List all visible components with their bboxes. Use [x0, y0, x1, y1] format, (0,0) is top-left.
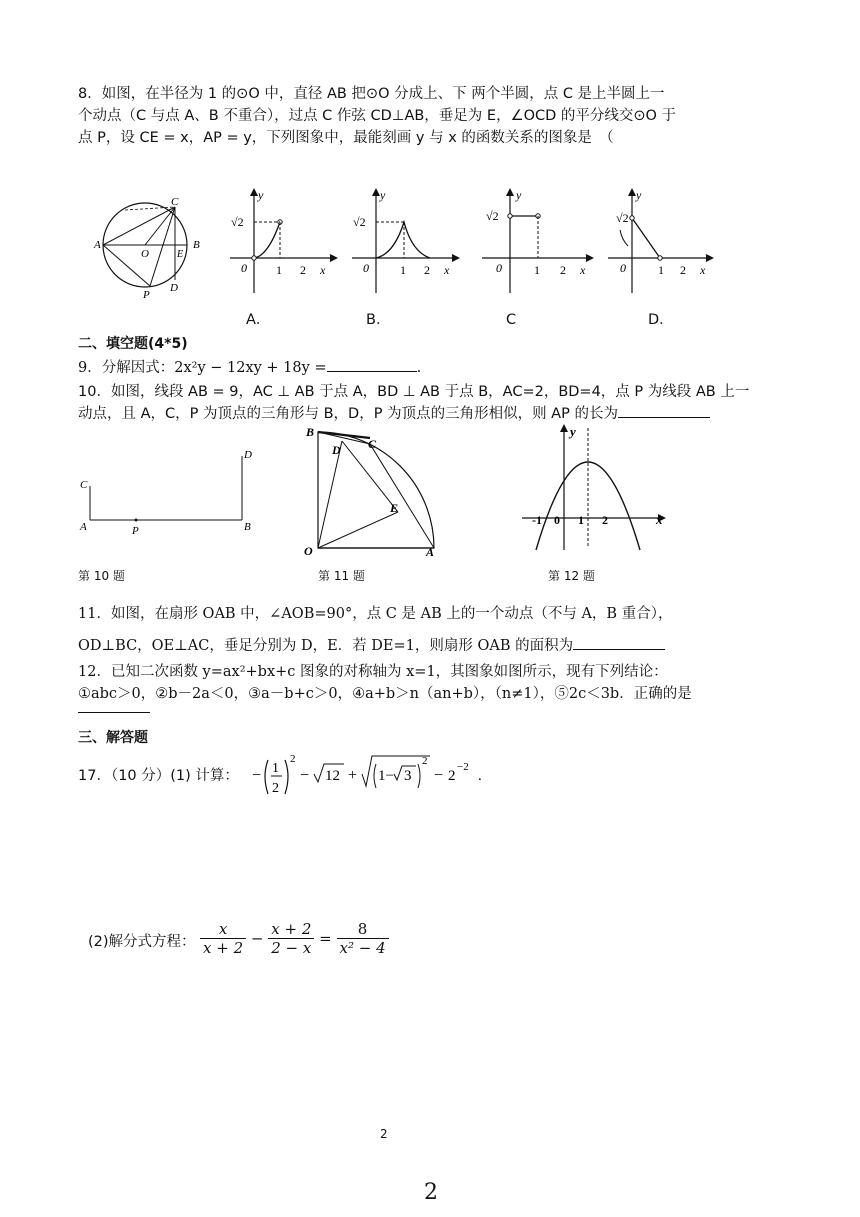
q10-line1: 10．如图，线段 AB = 9，AC ⊥ AB 于点 A，BD ⊥ AB 于点 B，AC=2，BD=4，点 P 为线段 AB 上一: [78, 384, 750, 400]
fig12-label-1: 1: [578, 513, 584, 527]
page-number-large: 2: [424, 1180, 438, 1205]
fig12-label-m1: -1: [532, 513, 542, 527]
svg-text:3: 3: [404, 768, 412, 784]
q8-line1: 8．如图，在半径为 1 的⊙O 中，直径 AB 把⊙O 分成上、下 两个半圆，点 C 是上半圆上一: [78, 86, 665, 102]
q12-line2: ①abc＞0，②b－2a＜0，③a－b+c＞0，④a+b＞n（an+b），（n≠1），⑤2c＜3b．正确的是: [78, 686, 692, 702]
fig11-label-a: A: [426, 545, 435, 559]
svg-text:0: 0: [620, 261, 626, 275]
section2-title: 二、填空题(4*5): [78, 336, 188, 352]
q8-circle-figure: [95, 195, 215, 305]
svg-text:2: 2: [290, 753, 296, 765]
svg-text:−2: −2: [457, 761, 469, 773]
fig12-caption: 第 12 题: [548, 569, 595, 583]
q8-line3: 点 P，设 CE = x，AP = y，下列图象中，最能刻画 y 与 x 的函数关系的图象是 （: [78, 130, 614, 146]
svg-text:0: 0: [241, 261, 247, 275]
q17-part1-expression: [252, 746, 502, 806]
q12-line1: 12．已知二次函数 y=ax²+bx+c 图象的对称轴为 x=1，其图象如图所示，现有下列结论：: [78, 664, 668, 680]
svg-text:y: y: [380, 188, 386, 202]
svg-text:x: x: [444, 263, 450, 277]
fig10-caption: 第 10 题: [78, 569, 125, 583]
fig10-label-a: A: [80, 521, 87, 533]
svg-text:y: y: [516, 188, 522, 202]
svg-text:x: x: [700, 263, 706, 277]
fig12-label-x: x: [656, 512, 663, 527]
svg-text:1: 1: [272, 761, 279, 776]
svg-text:√2: √2: [353, 215, 366, 229]
svg-text:2: 2: [272, 781, 279, 796]
q17-part1-label: 17．（10 分）(1) 计算：: [78, 768, 239, 784]
q8-fig-label-b: B: [193, 239, 200, 251]
svg-text:+: +: [348, 767, 358, 784]
q9-answer-blank[interactable]: [327, 371, 417, 372]
svg-text:0: 0: [363, 261, 369, 275]
svg-text:2: 2: [680, 263, 686, 277]
q10-answer-blank[interactable]: [618, 417, 710, 418]
svg-text:−: −: [434, 767, 444, 784]
q8-option-a: A．: [246, 312, 271, 328]
svg-text:2: 2: [300, 263, 306, 277]
page-number-small: 2: [380, 1127, 388, 1141]
svg-text:2: 2: [448, 768, 456, 784]
svg-text:y: y: [636, 188, 642, 202]
fig10: [78, 446, 268, 541]
fig11-label-c: C: [368, 437, 377, 451]
q8-fig-label-a: A: [94, 239, 101, 251]
q8-option-d: D．: [648, 312, 674, 328]
q8-fig-label-e: E: [177, 249, 184, 260]
q8-fig-label-p: P: [143, 289, 150, 301]
q17-part2-label: (2)解分式方程：: [88, 934, 196, 950]
svg-text:x: x: [580, 263, 586, 277]
svg-text:0: 0: [496, 261, 502, 275]
fig11-label-b: B: [306, 425, 315, 439]
svg-text:−: −: [300, 767, 310, 784]
fig10-label-p: P: [132, 525, 139, 537]
fig11-label-d: D: [332, 443, 341, 457]
q8-line2: 个动点（C 与点 A、B 不重合），过点 C 作弦 CD⊥AB，垂足为 E，∠OCD 的平分线交⊙O 于: [78, 108, 677, 124]
svg-text:2: 2: [422, 755, 428, 767]
svg-text:√2: √2: [231, 215, 244, 229]
q8-graph-a: [228, 188, 338, 298]
q12-answer-blank[interactable]: [78, 712, 150, 713]
q8-option-c: C: [506, 312, 517, 328]
fig12-label-2: 2: [602, 513, 608, 527]
svg-text:1: 1: [276, 263, 282, 277]
svg-text:2: 2: [560, 263, 566, 277]
svg-text:12: 12: [325, 768, 340, 784]
fig10-label-b: B: [244, 521, 251, 533]
svg-text:x: x: [320, 263, 326, 277]
svg-text:1: 1: [534, 263, 540, 277]
section3-title: 三、解答题: [78, 730, 148, 746]
q11-answer-blank[interactable]: [573, 649, 665, 650]
svg-text:y: y: [258, 188, 264, 202]
q8-fig-label-d: D: [170, 282, 178, 294]
fig12: [520, 424, 670, 554]
fig10-label-d: D: [244, 449, 252, 461]
svg-text:1: 1: [658, 263, 664, 277]
fig11-label-o: O: [304, 544, 313, 558]
q9-text: 9．分解因式：2x²y − 12xy + 18y =: [78, 360, 327, 376]
q8-option-b: B．: [366, 312, 391, 328]
q8-graph-c: [480, 188, 595, 298]
svg-text:1: 1: [400, 263, 406, 277]
q11-line1: 11．如图，在扇形 OAB 中，∠AOB=90°，点 C 是 AB 上的一个动点（不与 A，B 重合），: [78, 606, 673, 622]
svg-text:√2: √2: [616, 211, 629, 225]
fig12-label-0: 0: [554, 513, 560, 527]
svg-text:1−: 1−: [378, 768, 394, 784]
q8-graph-d: [606, 188, 721, 298]
q17-part2-equation: $\frac{x}{x + 2}$ − $\frac{x + 2}{2 - x}$ = $\frac{8}{\text{x² − 4}}$: [200, 920, 389, 957]
q10-line2: 动点，且 A，C，P 为顶点的三角形与 B，D，P 为顶点的三角形相似，则 AP 的长为: [78, 404, 710, 424]
fig12-label-y: y: [570, 424, 576, 439]
fig11-caption: 第 11 题: [318, 569, 365, 583]
q9: 9．分解因式：2x²y − 12xy + 18y = .: [78, 360, 422, 376]
svg-text:2: 2: [424, 263, 430, 277]
q8-fig-label-c: C: [171, 196, 179, 208]
fig11-label-e: E: [390, 501, 399, 515]
svg-text:.: .: [478, 768, 482, 784]
fig10-label-c: C: [80, 479, 88, 491]
svg-text:√2: √2: [486, 209, 499, 223]
fig11: [300, 424, 450, 559]
q8-graph-b: [350, 188, 460, 298]
q11-line2: OD⊥BC，OE⊥AC，垂足分别为 D，E．若 DE=1，则扇形 OAB 的面积为: [78, 636, 665, 656]
svg-text:−: −: [252, 767, 262, 784]
q8-fig-label-o: O: [141, 248, 149, 260]
